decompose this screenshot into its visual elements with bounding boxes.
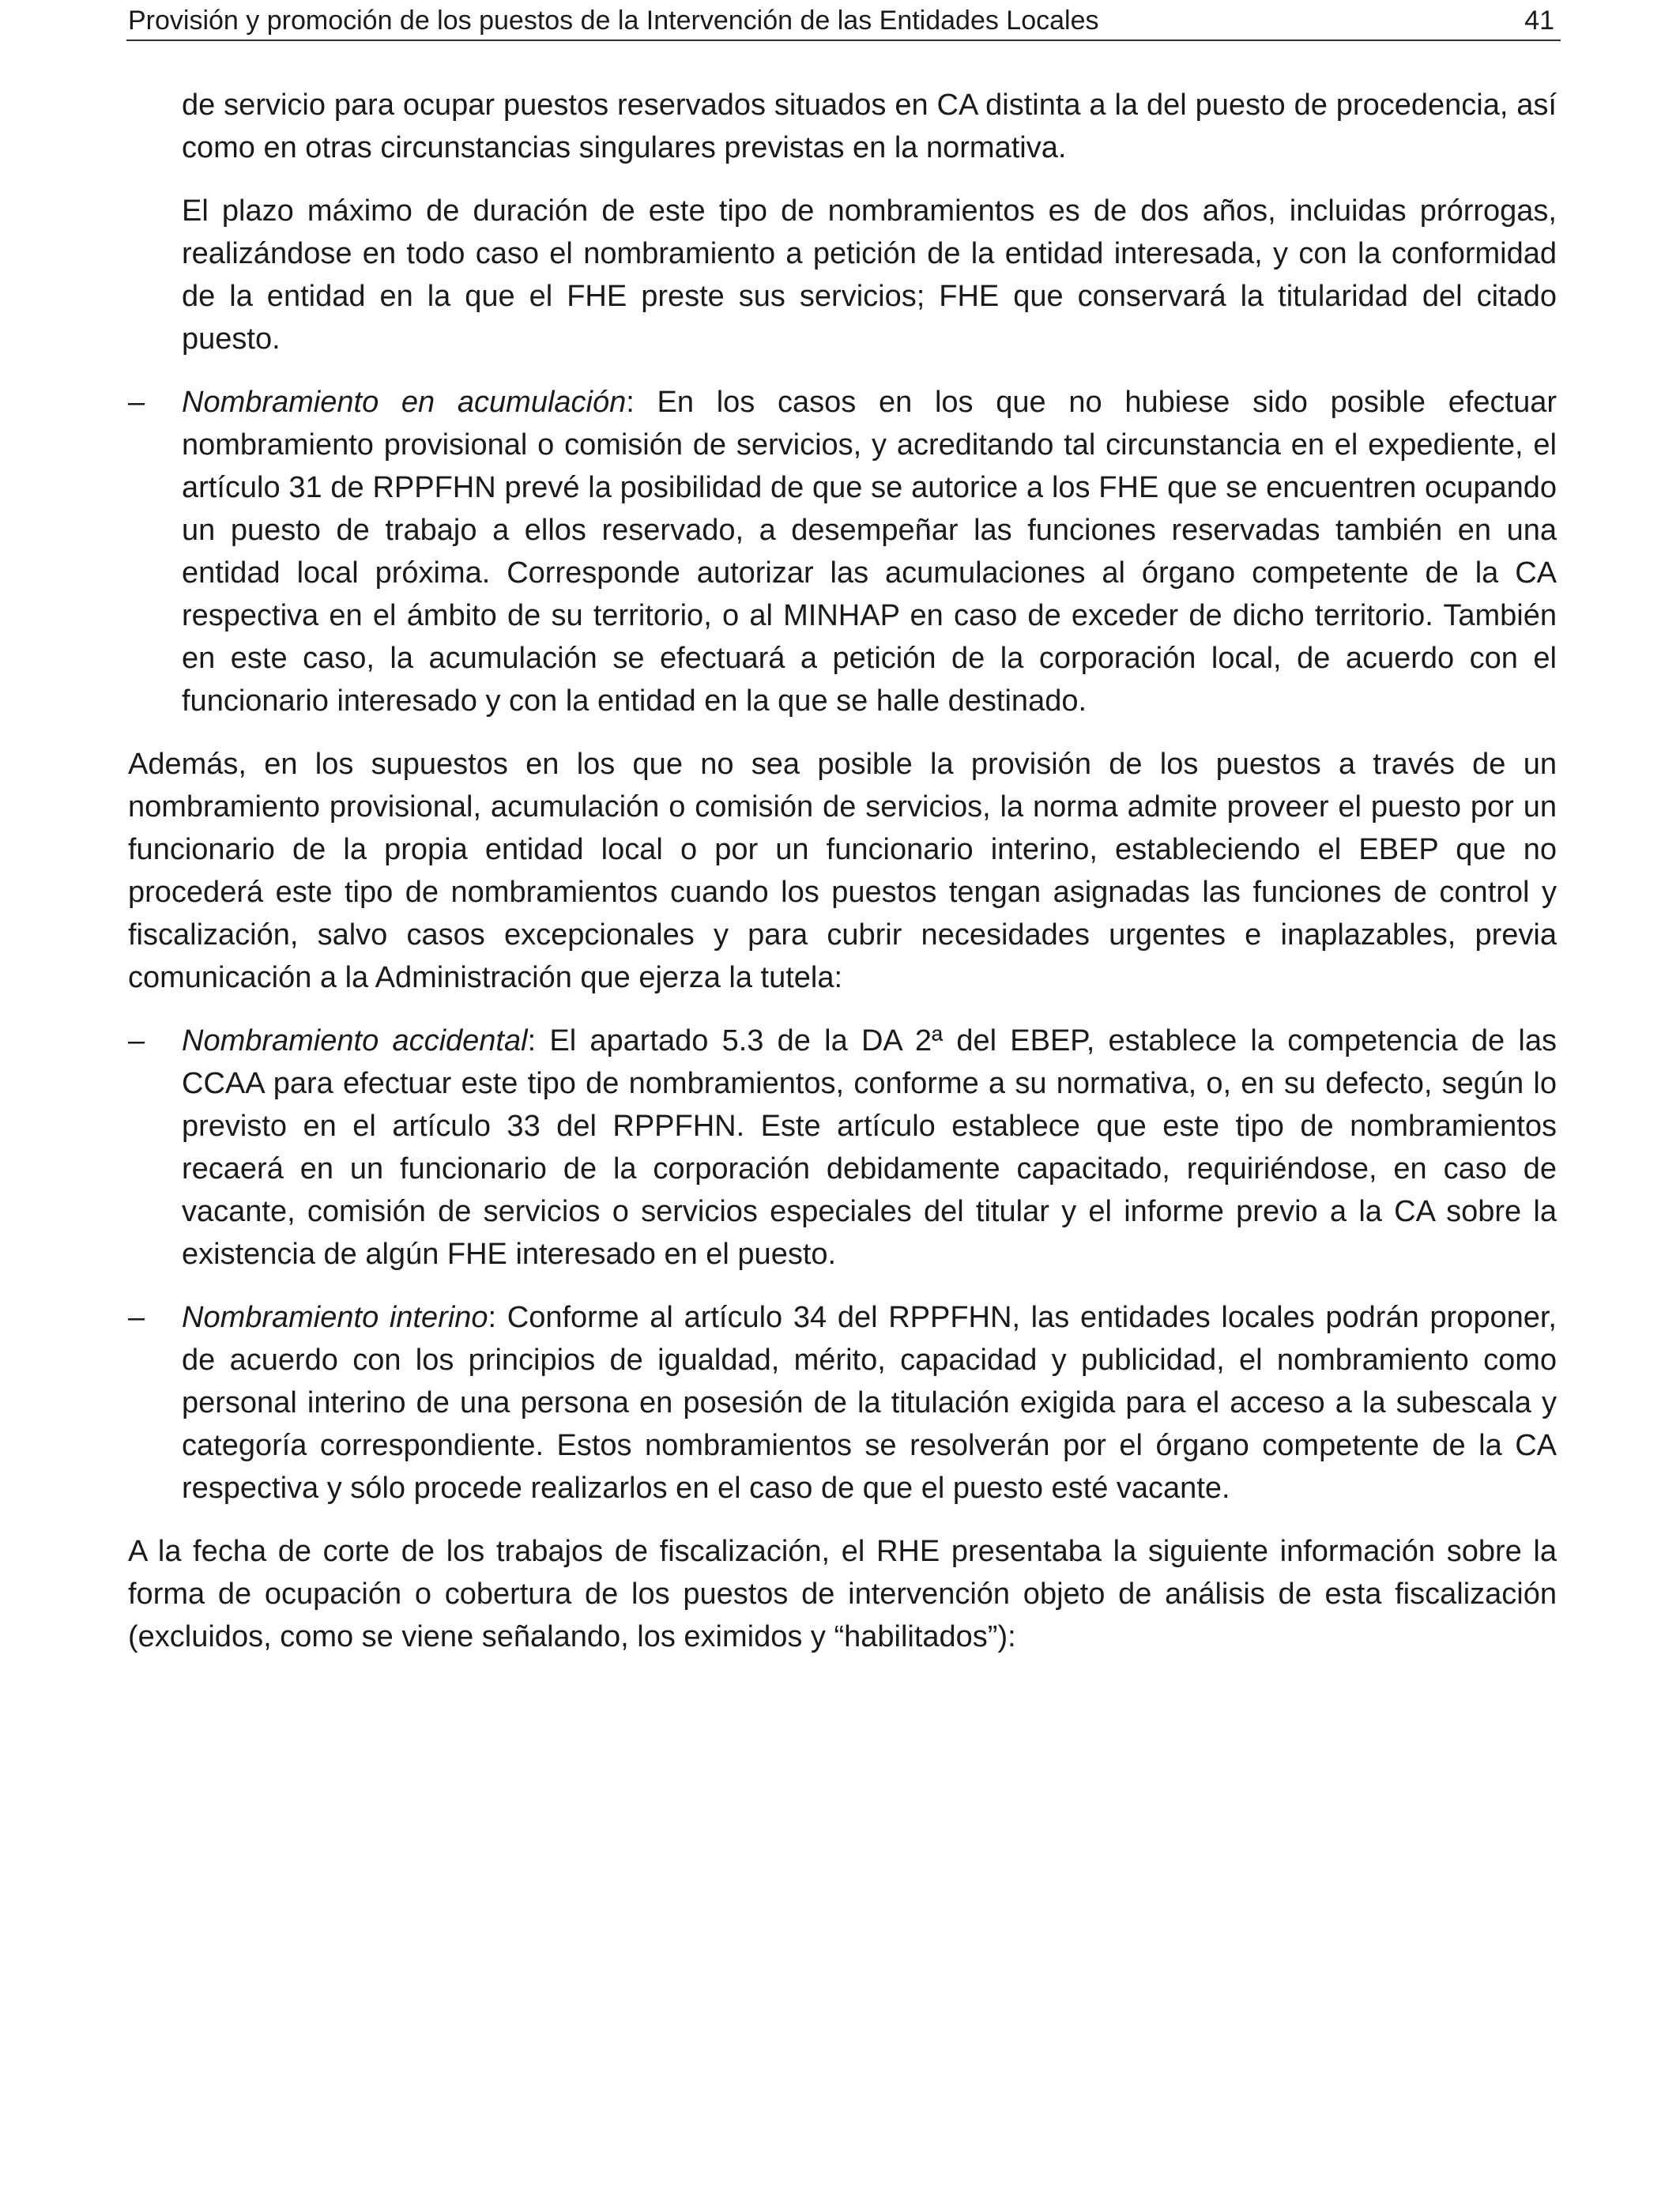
term-interino: Nombramiento interino <box>182 1301 488 1334</box>
list-item-acumulacion <box>128 381 1557 722</box>
document-body <box>128 84 1557 1658</box>
paragraph-continued: de servicio para ocupar puestos reservados situados en CA distinta a la del puesto de procedencia, así como en otras circunstancias singulares previstas en la normativa. <box>182 89 1557 164</box>
running-title: Provisión y promoción de los puestos de la Intervención de las Entidades Locales <box>128 6 1099 36</box>
paragraph-ademas: Además, en los supuestos en los que no sea posible la provisión de los puestos a través de un nombramiento provisional, acumulación o comisión de servicios, la norma admite proveer el puesto por un funcionario de la propia entidad local o por un funcionario interino, estableciendo el EBEP que no procederá este tipo de nombramientos cuando los puestos tengan asignadas las funciones de control y fiscalización, salvo casos excepcionales y para cubrir necesidades urgentes e inaplazables, previa comunicación a la Administración que ejerza la tutela: <box>128 748 1557 994</box>
list-item-accidental <box>128 1020 1557 1276</box>
list-item-interino <box>128 1296 1557 1510</box>
term-accidental: Nombramiento accidental <box>182 1024 528 1057</box>
dash-bullet: – <box>128 386 145 419</box>
term-acumulacion: Nombramiento en acumulación <box>182 386 627 419</box>
page-number: 41 <box>1524 6 1554 36</box>
text-accidental: : El apartado 5.3 de la DA 2ª del EBEP, establece la competencia de las CCAA para efectuar este tipo de nombramientos, conforme a su normativa, o, en su defecto, según lo previsto en el artículo 33 del RPPFHN. Este artículo establece que este tipo de nombramientos recaerá en un funcionario de la corporación debidamente capacitado, requiriéndose, en caso de vacante, comisión de servicios o servicios especiales del titular y el informe previo a la CA sobre la existencia de algún FHE interesado en el puesto. <box>182 1024 1557 1271</box>
dash-bullet: – <box>128 1024 145 1057</box>
page-header <box>126 0 1561 41</box>
paragraph-plazo-maximo: El plazo máximo de duración de este tipo de nombramientos es de dos años, incluidas prórrogas, realizándose en todo caso el nombramiento a petición de la entidad interesada, y con la conformidad de la entidad en la que el FHE preste sus servicios; FHE que conservará la titularidad del citado puesto. <box>182 194 1557 356</box>
text-acumulacion: : En los casos en los que no hubiese sido posible efectuar nombramiento provisional o comisión de servicios, y acreditando tal circunstancia en el expediente, el artículo 31 de RPPFHN prevé la posibilidad de que se autorice a los FHE que se encuentren ocupando un puesto de trabajo a ellos reservado, a desempeñar las funciones reservadas también en una entidad local próxima. Corresponde autorizar las acumulaciones al órgano competente de la CA respectiva en el ámbito de su territorio, o al MINHAP en caso de exceder de dicho territorio. También en este caso, la acumulación se efectuará a petición de la corporación local, de acuerdo con el funcionario interesado y con la entidad en la que se halle destinado. <box>182 386 1558 718</box>
paragraph-fecha-corte: A la fecha de corte de los trabajos de fiscalización, el RHE presentaba la siguiente información sobre la forma de ocupación o cobertura de los puestos de intervención objeto de análisis de esta fiscalización (excluidos, como se viene señalando, los eximidos y “habilitados”): <box>128 1535 1557 1653</box>
text-interino: : Conforme al artículo 34 del RPPFHN, las entidades locales podrán proponer, de acuerdo con los principios de igualdad, mérito, capacidad y publicidad, el nombramiento como personal interino de una persona en posesión de la titulación exigida para el acceso a la subescala y categoría correspondiente. Estos nombramientos se resolverán por el órgano competente de la CA respectiva y sólo procede realizarlos en el caso de que el puesto esté vacante. <box>182 1301 1557 1505</box>
dash-bullet: – <box>128 1301 145 1334</box>
